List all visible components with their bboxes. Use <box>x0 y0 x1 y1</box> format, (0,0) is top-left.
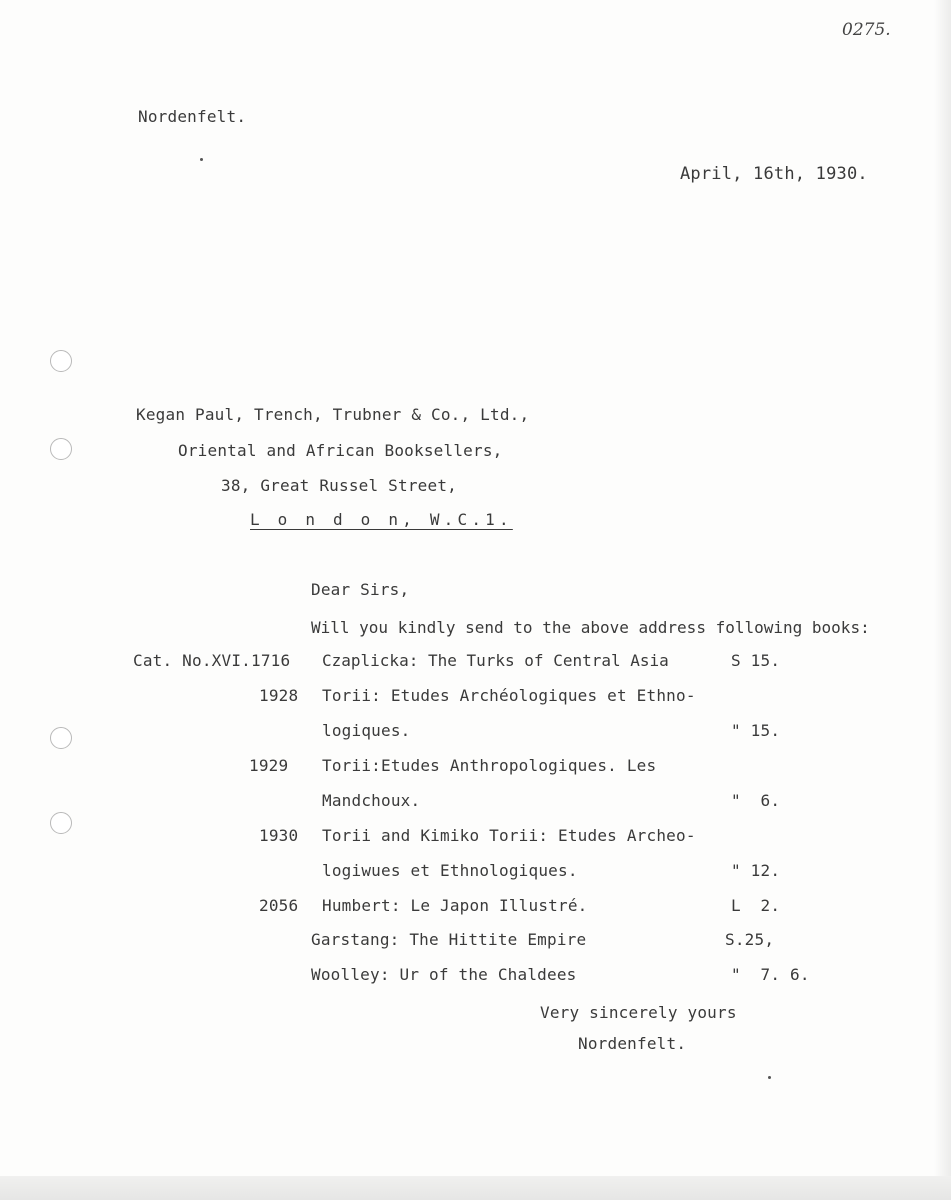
book-title-9: Garstang: The Hittite Empire <box>311 930 587 949</box>
book-title-1: Czaplicka: The Turks of Central Asia <box>322 651 669 670</box>
book-price-10: " 7. 6. <box>731 965 810 984</box>
sender-header: Nordenfelt. <box>138 107 247 126</box>
punch-hole-3 <box>50 727 72 749</box>
book-catalog-1: Cat. No.XVI.1716 <box>133 651 291 670</box>
recipient-line-1: Kegan Paul, Trench, Trubner & Co., Ltd., <box>136 405 530 424</box>
signature: Nordenfelt. <box>578 1034 687 1053</box>
book-title-4: Torii:Etudes Anthropologiques. Les <box>322 756 657 775</box>
book-title-6: Torii and Kimiko Torii: Etudes Archeo- <box>322 826 696 845</box>
book-price-9: S.25, <box>725 930 775 949</box>
book-price-5: " 6. <box>731 791 781 810</box>
book-catalog-4: 1929 <box>249 756 289 775</box>
recipient-line-4: L o n d o n, W.C.1. <box>250 510 513 529</box>
archive-number: 0275. <box>842 20 891 40</box>
ink-speck-1 <box>200 158 203 161</box>
book-price-7: " 12. <box>731 861 781 880</box>
book-title-7: logiwues et Ethnologiques. <box>322 861 578 880</box>
intro-line: Will you kindly send to the above address following books: <box>311 618 870 637</box>
book-catalog-6: 1930 <box>259 826 299 845</box>
book-title-8: Humbert: Le Japon Illustré. <box>322 896 588 915</box>
recipient-line-3: 38, Great Russel Street, <box>221 476 457 495</box>
book-price-8: L 2. <box>731 896 781 915</box>
book-catalog-8: 2056 <box>259 896 299 915</box>
book-title-10: Woolley: Ur of the Chaldees <box>311 965 577 984</box>
letter-date: April, 16th, 1930. <box>680 164 868 184</box>
book-title-2: Torii: Etudes Archéologiques et Ethno- <box>322 686 696 705</box>
book-title-3: logiques. <box>322 721 411 740</box>
closing: Very sincerely yours <box>540 1003 737 1022</box>
punch-hole-2 <box>50 438 72 460</box>
book-catalog-2: 1928 <box>259 686 299 705</box>
page-edge-right <box>934 0 951 1200</box>
punch-hole-1 <box>50 350 72 372</box>
book-title-5: Mandchoux. <box>322 791 421 810</box>
book-price-1: S 15. <box>731 651 781 670</box>
punch-hole-4 <box>50 812 72 834</box>
recipient-line-2: Oriental and African Booksellers, <box>178 441 503 460</box>
salutation: Dear Sirs, <box>311 580 410 599</box>
page-edge-bottom <box>0 1176 951 1200</box>
ink-speck-2 <box>768 1076 771 1079</box>
book-price-3: " 15. <box>731 721 781 740</box>
